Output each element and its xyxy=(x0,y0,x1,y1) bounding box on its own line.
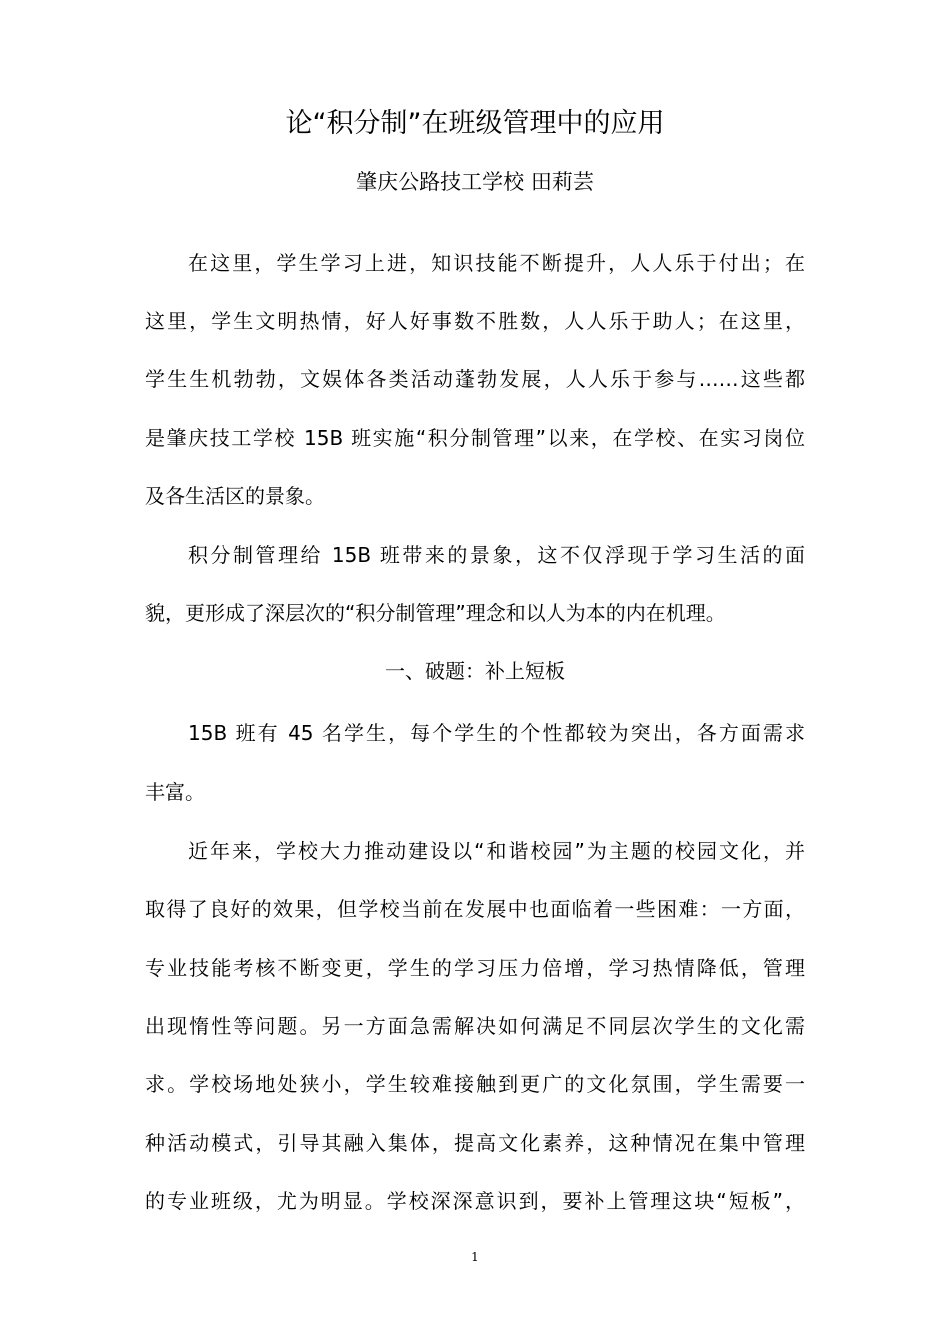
paragraph-3-line-1: 15B 班有 45 名学生，每个学生的个性都较为突出，各方面需求 xyxy=(188,721,805,745)
paragraph-2-line-1: 积分制管理给 15B 班带来的景象，这不仅浮现于学习生活的面 xyxy=(188,543,805,567)
paragraph-4-line-4: 出现惰性等问题。另一方面急需解决如何满足不同层次学生的文化需 xyxy=(145,1014,805,1038)
paragraph-4-line-3: 专业技能考核不断变更，学生的学习压力倍增，学习热情降低，管理 xyxy=(145,956,805,980)
paragraph-4-line-7: 的专业班级，尤为明显。学校深深意识到，要补上管理这块“短板”， xyxy=(145,1189,805,1213)
author-line: 肇庆公路技工学校 田莉芸 xyxy=(356,170,594,194)
paragraph-1-line-1: 在这里，学生学习上进，知识技能不断提升，人人乐于付出；在 xyxy=(188,251,805,275)
paragraph-2-line-2: 貌，更形成了深层次的“积分制管理”理念和以人为本的内在机理。 xyxy=(145,601,726,625)
paragraph-1-line-5: 及各生活区的景象。 xyxy=(145,484,325,508)
paragraph-1-line-3: 学生生机勃勃，文娱体各类活动蓬勃发展，人人乐于参与……这些都 xyxy=(145,367,805,391)
paragraph-4-line-1: 近年来，学校大力推动建设以“和谐校园”为主题的校园文化，并 xyxy=(188,839,805,863)
section-heading: 一、破题：补上短板 xyxy=(385,659,565,683)
paragraph-1-line-4: 是肇庆技工学校 15B 班实施“积分制管理”以来，在学校、在实习岗位 xyxy=(145,426,805,450)
paragraph-1-line-2: 这里，学生文明热情，好人好事数不胜数，人人乐于助人；在这里， xyxy=(145,309,805,333)
paragraph-3-line-2: 丰富。 xyxy=(145,780,205,804)
page-number: 1 xyxy=(471,1250,479,1264)
document-title: 论“积分制”在班级管理中的应用 xyxy=(285,108,665,139)
paragraph-4-line-2: 取得了良好的效果，但学校当前在发展中也面临着一些困难：一方面， xyxy=(145,897,805,921)
paragraph-4-line-6: 种活动模式，引导其融入集体，提高文化素养，这种情况在集中管理 xyxy=(145,1131,805,1155)
paragraph-4-line-5: 求。学校场地处狭小，学生较难接触到更广的文化氛围，学生需要一 xyxy=(145,1072,805,1096)
